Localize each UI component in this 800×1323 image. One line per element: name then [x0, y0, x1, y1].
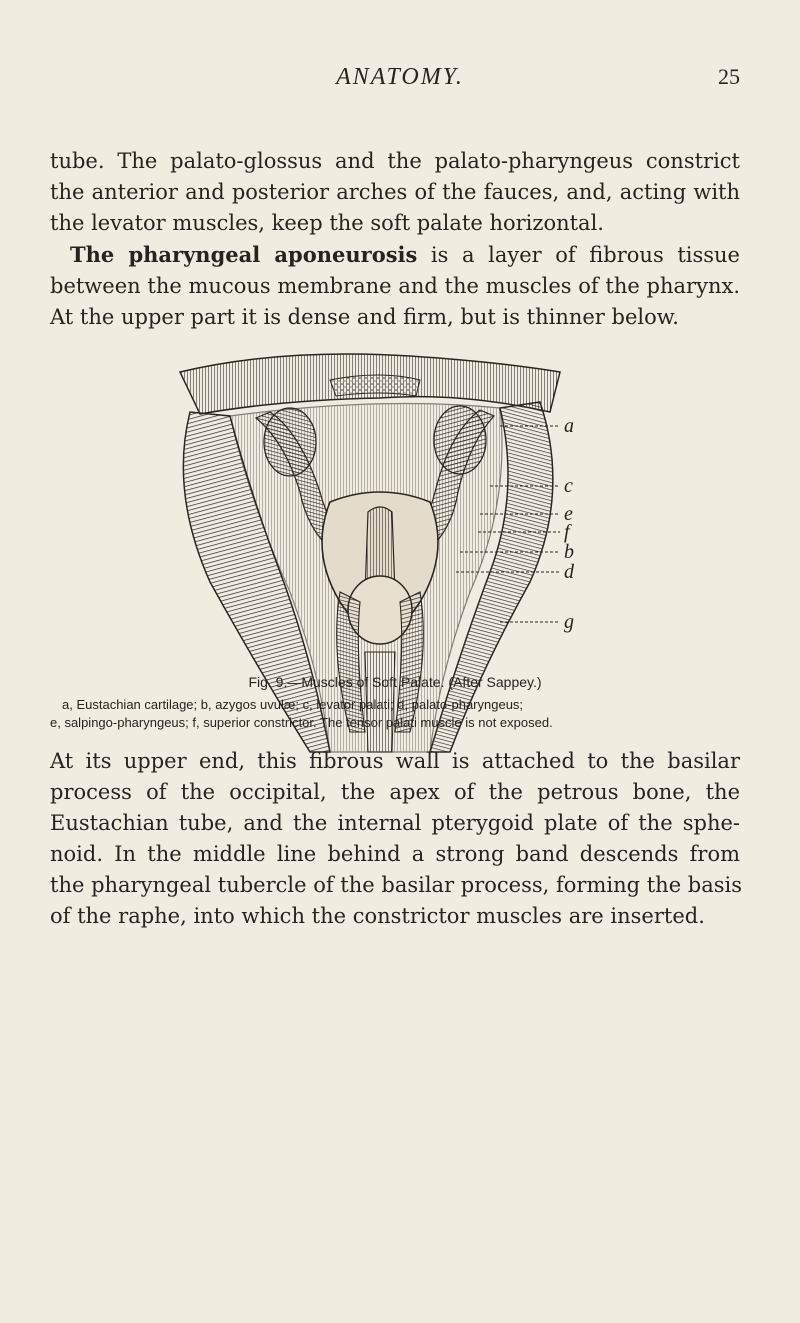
- text-line: At the upper part it is dense and firm, but is thinner below.: [50, 305, 679, 329]
- figure-label-g: g: [564, 611, 574, 633]
- text-line: process of the occipital, the apex of the petrous bone, the: [50, 780, 740, 804]
- page-header: [60, 64, 740, 98]
- figure-label-c: c: [564, 475, 573, 497]
- figure-legend: [50, 696, 740, 732]
- figure-label-d: d: [564, 561, 574, 583]
- text-line-bold-intro: The pharyngeal aponeurosis is a layer of fibrous tissue: [70, 242, 740, 267]
- figure-label-a: a: [564, 415, 574, 437]
- figure-label-b: b: [564, 541, 574, 563]
- running-title: ANATOMY.: [336, 64, 464, 90]
- page-number: 25: [718, 64, 740, 89]
- text-line: At its upper end, this fibrous wall is attached to the basilar: [50, 749, 740, 773]
- eustachian-cartilage-left: [264, 408, 316, 476]
- stippled-bone: [330, 375, 420, 396]
- text-line: the pharyngeal tubercle of the basilar process, forming the basis: [50, 873, 743, 897]
- paragraph-2: [50, 746, 743, 932]
- text-line: Eustachian tube, and the internal pterygoid plate of the sphe-: [50, 811, 740, 835]
- figure-caption: Fig. 9.—Muscles of Soft Palate. (After Sappey.): [248, 674, 542, 690]
- text-line: tube. The palato-glossus and the palato-pharyngeus constrict: [50, 149, 740, 173]
- bold-term: The pharyngeal aponeurosis: [70, 242, 418, 267]
- text-line: the anterior and posterior arches of the fauces, and, acting with: [50, 180, 740, 204]
- legend-line: a, Eustachian cartilage; b, azygos uvulæ; c, levator palati; d, palato-pharyngeus;: [62, 697, 524, 712]
- legend-line: e, salpingo-pharyngeus; f, superior constrictor. The tensor palati muscle is not exposed.: [50, 715, 553, 730]
- eustachian-cartilage-right: [434, 406, 486, 474]
- text-line: between the mucous membrane and the muscles of the pharynx.: [50, 274, 740, 298]
- paragraph-1: [50, 146, 740, 333]
- text-line: the levator muscles, keep the soft palate horizontal.: [50, 211, 604, 235]
- figure-label-f: f: [564, 521, 570, 543]
- text-line: of the raphe, into which the constrictor muscles are inserted.: [50, 904, 705, 928]
- text-line: noid. In the middle line behind a strong band descends from: [50, 842, 740, 866]
- figure-label-e: e: [564, 503, 573, 525]
